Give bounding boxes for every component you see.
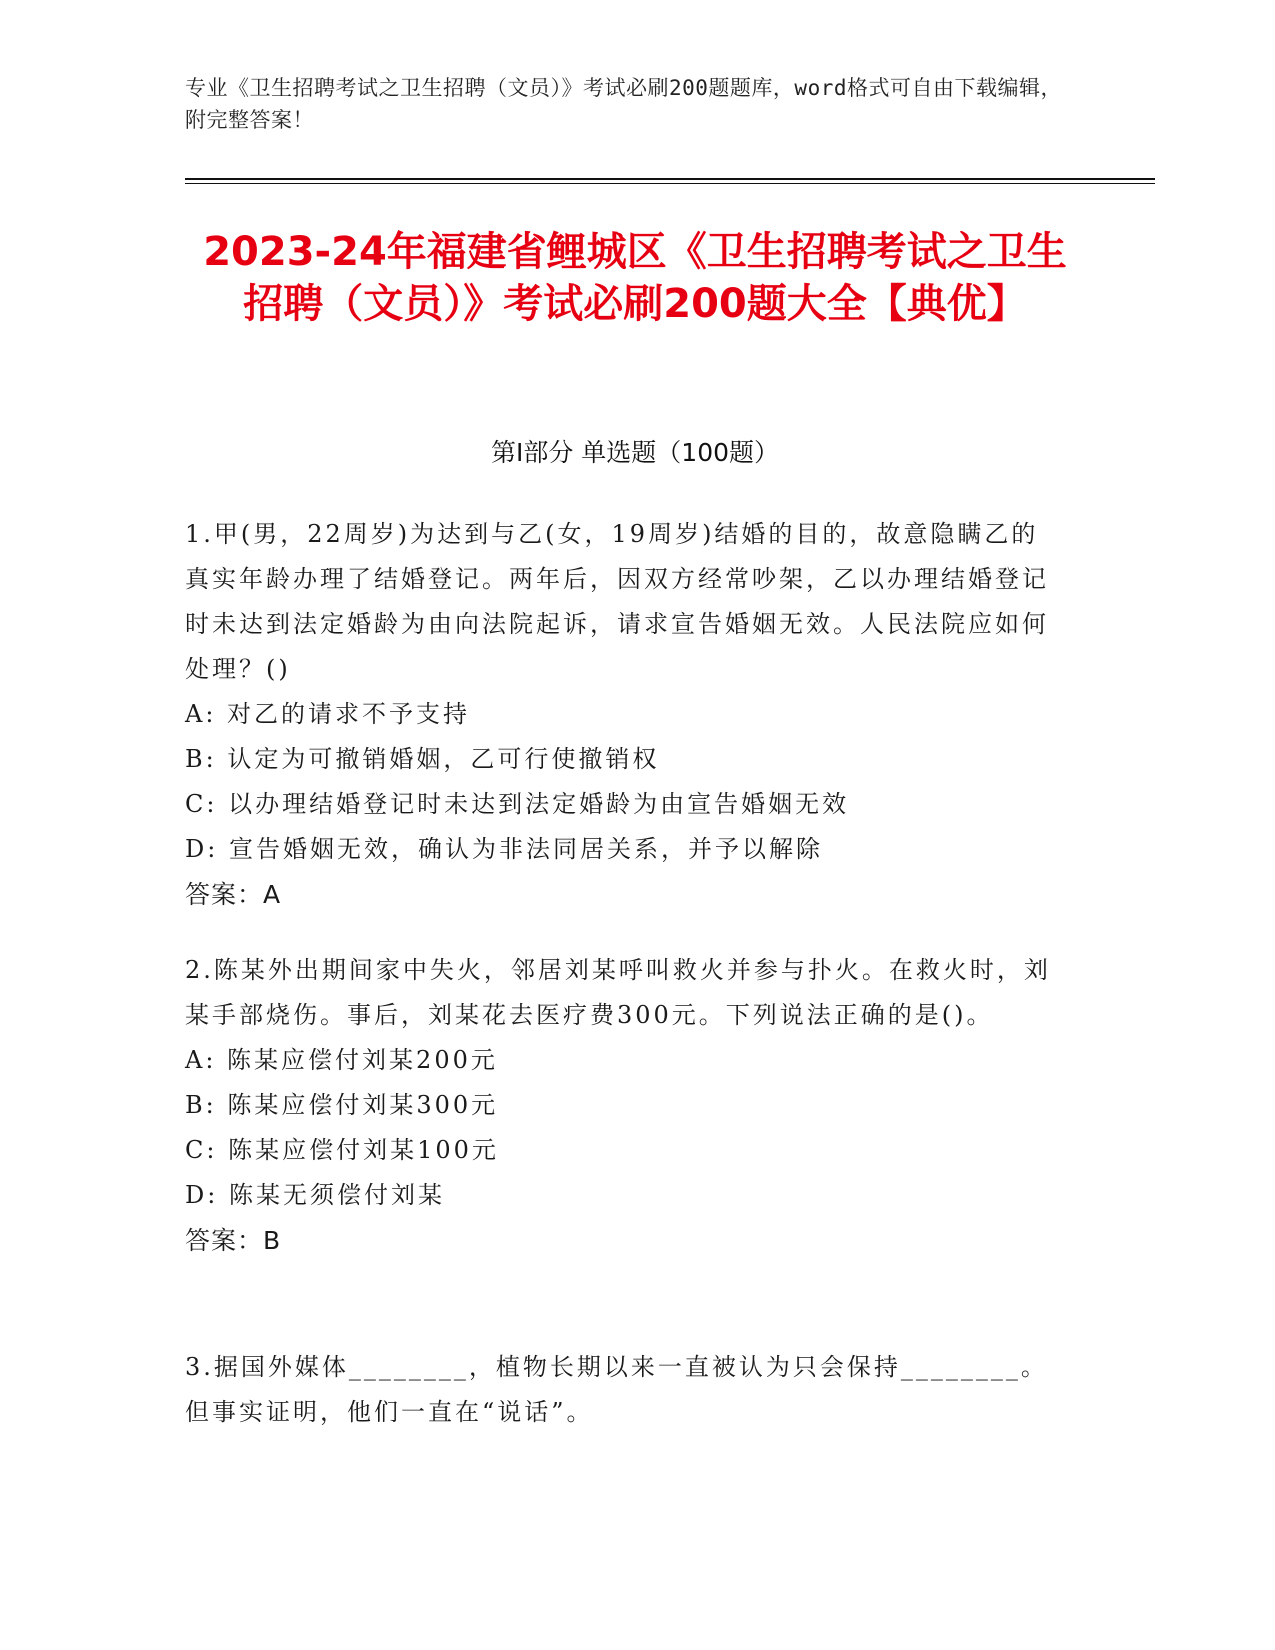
question-stem: 2.陈某外出期间家中失火，邻居刘某呼叫救火并参与扑火。在救火时，刘某手部烧伤。事后，刘某花去医疗费300元。下列说法正确的是()。 bbox=[185, 956, 1051, 1029]
answer-line: 答案：B bbox=[185, 1226, 282, 1255]
question-3 bbox=[185, 1345, 1065, 1435]
option-d: D: 陈某无须偿付刘某 bbox=[185, 1181, 445, 1209]
header-divider-thick bbox=[185, 178, 1155, 180]
option-a: A: 陈某应偿付刘某200元 bbox=[185, 1046, 498, 1074]
option-c: C: 以办理结婚登记时未达到法定婚龄为由宣告婚姻无效 bbox=[185, 790, 850, 818]
option-c: C: 陈某应偿付刘某100元 bbox=[185, 1136, 499, 1164]
document-title: 2023-24年福建省鲤城区《卫生招聘考试之卫生招聘（文员）》考试必刷200题大全【典优】 bbox=[203, 229, 1067, 327]
option-a: A: 对乙的请求不予支持 bbox=[185, 700, 471, 728]
header-note: 专业《卫生招聘考试之卫生招聘（文员）》考试必刷200题题库，word格式可自由下载编辑，附完整答案！ bbox=[185, 76, 1062, 132]
option-d: D: 宣告婚姻无效，确认为非法同居关系，并予以解除 bbox=[185, 835, 823, 863]
option-b: B: 认定为可撤销婚姻，乙可行使撤销权 bbox=[185, 745, 660, 773]
answer-line: 答案：A bbox=[185, 880, 282, 909]
header-divider-thin bbox=[185, 183, 1155, 184]
question-stem: 3.据国外媒体________，植物长期以来一直被认为只会保持________。但事实证明，他们一直在“说话”。 bbox=[185, 1353, 1048, 1426]
question-1 bbox=[185, 512, 1065, 917]
question-stem: 1.甲(男，22周岁)为达到与乙(女，19周岁)结婚的目的，故意隐瞒乙的真实年龄办理了结婚登记。两年后，因双方经常吵架，乙以办理结婚登记时未达到法定婚龄为由向法院起诉，请求宣告婚姻无效。人民法院应如何处理？() bbox=[185, 520, 1049, 683]
option-b: B: 陈某应偿付刘某300元 bbox=[185, 1091, 499, 1119]
question-2 bbox=[185, 948, 1065, 1263]
section-title: 第I部分 单选题（100题） bbox=[490, 438, 780, 467]
